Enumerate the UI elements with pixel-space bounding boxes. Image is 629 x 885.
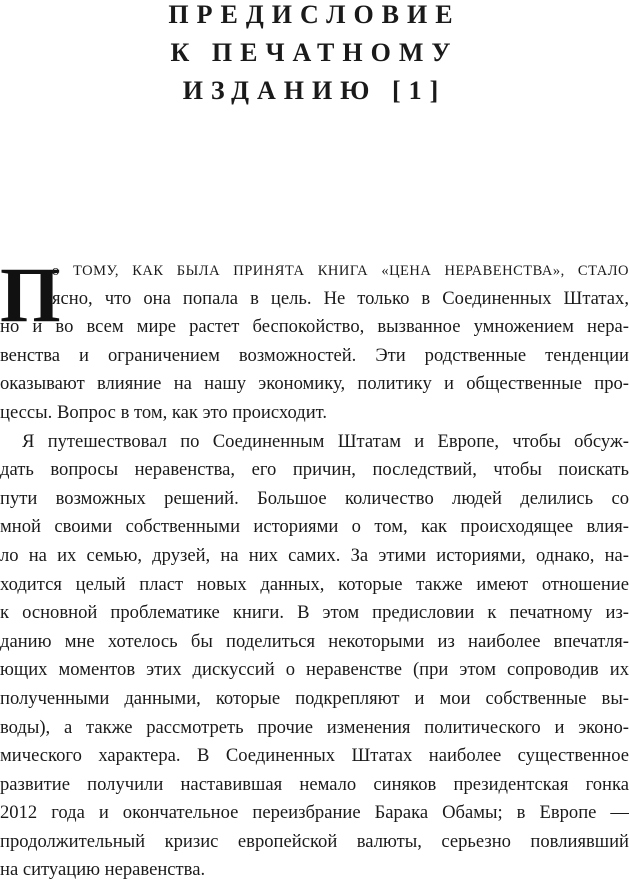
paragraph-2-line-8: данию мне хотелось бы поделиться некоторыми из наиболее впечатля-: [0, 630, 629, 652]
paragraph-1-line-6: цессы. Вопрос в том, как это происходит.: [0, 401, 328, 423]
chapter-title-line-2: К ПЕЧАТНОМУ: [170, 38, 459, 67]
chapter-title-line-3: ИЗДАНИЮ [1]: [182, 76, 447, 105]
paragraph-2-line-2: дать вопросы неравенства, его причин, последствий, чтобы поискать: [0, 459, 629, 481]
paragraph-2-line-1: Я путешествовал по Соединенным Штатам и Европе, чтобы обсуж-: [22, 430, 629, 452]
paragraph-2-line-15: продолжительный кризис европейской валюты, серьезно повлиявший: [0, 830, 629, 852]
paragraph-2-line-3: пути возможных решений. Большое количество людей делились со: [0, 487, 629, 509]
body-text: [0, 251, 629, 885]
paragraph-2-line-12: мического характера. В Соединенных Штатах наиболее существенное: [0, 745, 629, 767]
paragraph-2-line-7: к основной проблематике книги. В этом предисловии к печатному из-: [0, 602, 629, 624]
paragraph-2-line-6: ходится целый пласт новых данных, которые также имеют отношение: [0, 573, 629, 595]
paragraph-2-line-16: на ситуацию неравенства.: [0, 859, 206, 881]
paragraph-2-line-13: развитие получили наставившая немало синяков президентская гонка: [0, 773, 629, 795]
paragraph-2-line-11: воды), а также рассмотреть прочие изменения политического и эконо-: [0, 716, 629, 738]
opening-small-caps: о ТОМУ, КАК БЫЛА ПРИНЯТА КНИГА «ЦЕНА НЕРАВЕНСТВА», СТАЛО: [52, 263, 629, 279]
paragraph-1-line-5: оказывают влияние на нашу экономику, политику и общественные про-: [0, 373, 629, 395]
paragraph-2-line-5: ло на их семью, друзей, на них самих. За этими историями, однако, на-: [0, 544, 629, 566]
paragraph-2-line-10: полученными данными, которые подкрепляют и мои собственные вы-: [0, 687, 629, 709]
paragraph-1-line-3: но и во всем мире растет беспокойство, вызванное умножением нера-: [0, 316, 629, 338]
paragraph-1-line-2: ясно, что она попала в цель. Не только в Соединенных Штатах,: [52, 287, 629, 309]
paragraph-2-line-4: мной своими собственными историями о том, как происходящее влия-: [0, 516, 629, 538]
paragraph-2-line-9: ющих моментов этих дискуссий о неравенстве (при этом сопроводив их: [0, 659, 629, 681]
chapter-title-line-1: ПРЕДИСЛОВИЕ: [168, 0, 461, 29]
drop-cap: П: [0, 251, 61, 338]
paragraph-2-line-14: 2012 года и окончательное переизбрание Барака Обамы; в Европе —: [0, 802, 629, 824]
paragraph-1-line-1: [0, 256, 629, 285]
paragraph-1-line-4: венства и ограничением возможностей. Эти родственные тенденции: [0, 344, 629, 366]
